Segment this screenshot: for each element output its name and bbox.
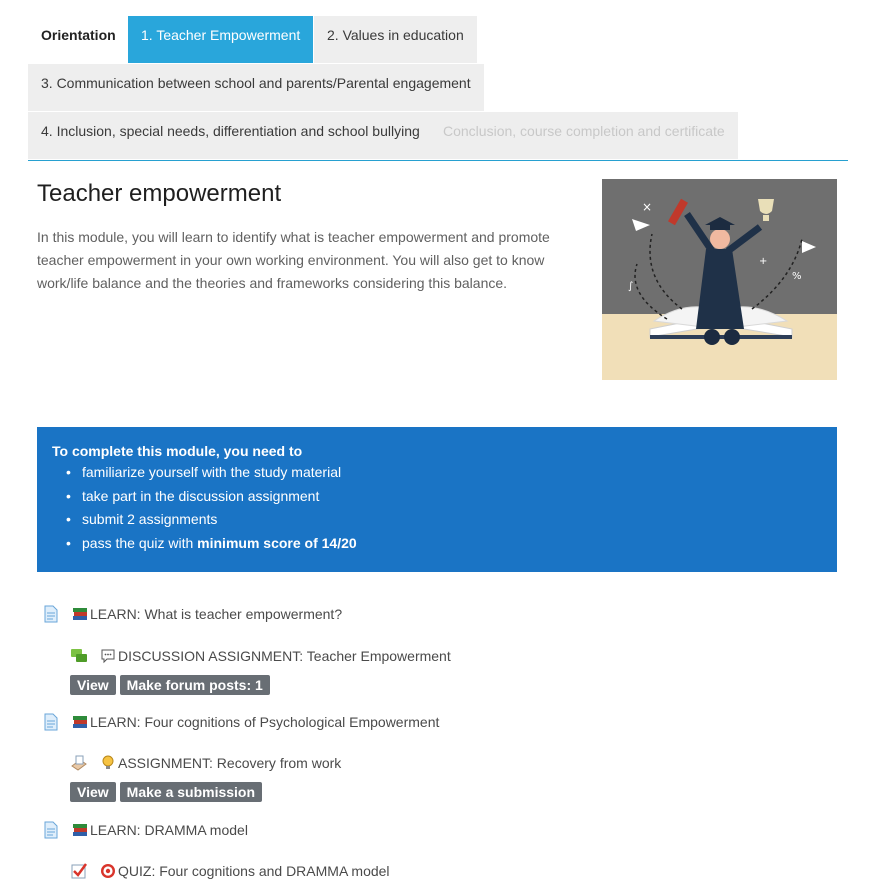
activity-label[interactable]: DISCUSSION ASSIGNMENT: Teacher Empowerment	[118, 648, 451, 664]
assignment-icon	[70, 754, 88, 772]
svg-text:+: +	[759, 256, 768, 267]
activity-label[interactable]: QUIZ: Four cognitions and DRAMMA model	[118, 863, 390, 879]
svg-text:∫: ∫	[628, 281, 634, 292]
tab-communication[interactable]: 3. Communication between school and parents/Parental engagement	[28, 64, 484, 111]
tab-conclusion: Conclusion, course completion and certificate	[430, 112, 738, 159]
make-forum-posts-badge: Make forum posts: 1	[120, 675, 270, 695]
assignment-completion-badges	[70, 782, 262, 802]
speech-bubble-icon	[100, 648, 116, 664]
requirements-list	[52, 461, 822, 555]
make-submission-badge: Make a submission	[120, 782, 262, 802]
activity-learn-dramma[interactable]	[42, 821, 248, 839]
activity-discussion-assignment[interactable]	[70, 647, 451, 665]
module-intro: In this module, you will learn to identify what is teacher empowerment and promote teacher empowerment in your own working environment. You will also get to know work/life balance and the theories and frameworks considering this balance.	[37, 229, 550, 291]
target-icon	[100, 863, 116, 879]
books-icon	[72, 822, 88, 838]
page-icon	[42, 713, 60, 731]
lightbulb-icon	[100, 755, 116, 771]
forum-icon	[70, 647, 88, 665]
view-badge: View	[70, 782, 116, 802]
requirement-item: • familiarize yourself with the study material	[66, 461, 822, 485]
tab-teacher-empowerment[interactable]: 1. Teacher Empowerment	[128, 16, 313, 63]
activity-assignment-recovery[interactable]	[70, 754, 341, 772]
svg-text:%: %	[792, 271, 802, 282]
page-title: Teacher empowerment	[37, 180, 282, 207]
requirement-quiz-score: minimum score of 14/20	[197, 534, 357, 551]
discussion-completion-badges	[70, 675, 270, 695]
svg-text:×: ×	[642, 200, 653, 214]
module-tabs	[28, 16, 848, 161]
page-icon	[42, 821, 60, 839]
tab-inclusion[interactable]: 4. Inclusion, special needs, differentiation and school bullying	[28, 112, 433, 159]
quiz-icon	[70, 862, 88, 880]
page-icon	[42, 605, 60, 623]
activity-label[interactable]: LEARN: DRAMMA model	[90, 822, 248, 838]
activity-label[interactable]: LEARN: Four cognitions of Psychological Empowerment	[90, 714, 440, 730]
view-badge: View	[70, 675, 116, 695]
graduation-illustration	[602, 179, 837, 380]
requirement-quiz-text: pass the quiz with	[82, 534, 198, 551]
activity-learn-what-is[interactable]	[42, 605, 342, 623]
requirements-box	[37, 427, 837, 572]
requirement-item: • submit 2 assignments	[66, 508, 822, 532]
activity-label[interactable]: ASSIGNMENT: Recovery from work	[118, 755, 342, 771]
activity-learn-four-cognitions[interactable]	[42, 713, 439, 731]
books-icon	[72, 606, 88, 622]
requirement-item: • take part in the discussion assignment	[66, 485, 822, 509]
requirements-title: To complete this module, you need to	[52, 443, 303, 459]
tab-values-in-education[interactable]: 2. Values in education	[314, 16, 477, 63]
tab-orientation[interactable]: Orientation	[28, 16, 129, 63]
requirement-item	[66, 532, 822, 556]
activity-quiz[interactable]	[70, 862, 390, 880]
activity-label[interactable]: LEARN: What is teacher empowerment?	[90, 606, 343, 622]
books-icon	[72, 714, 88, 730]
